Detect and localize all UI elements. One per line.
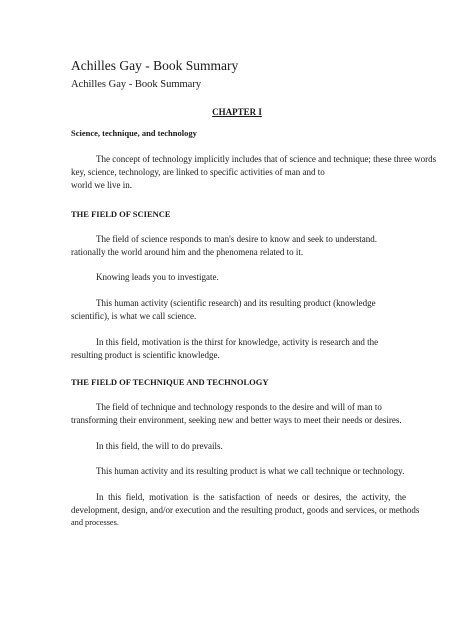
- technique-p4-line-1: In this field, motivation is the satisfaction of needs or desires, the activity, the: [96, 492, 406, 502]
- intro-line-3: world we live in.: [71, 180, 132, 190]
- intro-line-2: key, science, technology, are linked to specific activities of man and to: [71, 167, 325, 177]
- technique-p1-line-2: transforming their environment, seeking new and better ways to meet their needs or desires.: [71, 415, 402, 425]
- section-heading: Science, technique, and technology: [71, 128, 197, 138]
- science-p1-line-2: rationally the world around him and the phenomena related to it.: [71, 247, 304, 257]
- technique-p2: In this field, the will to do prevails.: [96, 441, 223, 451]
- field-science-heading: THE FIELD OF SCIENCE: [71, 209, 171, 219]
- chapter-heading: CHAPTER I: [212, 107, 262, 117]
- science-p4-line-2: resulting product is scientific knowledge.: [71, 350, 220, 360]
- technique-p1-line-1: The field of technique and technology responds to the desire and will of man to: [96, 402, 382, 412]
- technique-p3: This human activity and its resulting product is what we call technique or technology.: [96, 466, 405, 476]
- intro-line-1: The concept of technology implicitly includes that of science and technique; these three words: [96, 154, 437, 164]
- document-subtitle: Achilles Gay - Book Summary: [71, 79, 202, 90]
- document-title: Achilles Gay - Book Summary: [71, 58, 239, 73]
- science-p4-line-1: In this field, motivation is the thirst for knowledge, activity is research and the: [96, 337, 379, 347]
- field-technique-heading: THE FIELD OF TECHNIQUE AND TECHNOLOGY: [71, 377, 269, 387]
- science-p3-line-1: This human activity (scientific research) and its resulting product (knowledge: [96, 298, 376, 308]
- technique-p4-line-2: development, design, and/or execution and the resulting product, goods and services, or methods: [71, 505, 420, 515]
- science-p3-line-2: scientific), is what we call science.: [71, 311, 197, 321]
- science-p1-line-1: The field of science responds to man's desire to know and seek to understand.: [96, 234, 377, 244]
- science-p2: Knowing leads you to investigate.: [96, 272, 219, 282]
- technique-p4-line-3: and processes.: [71, 518, 119, 527]
